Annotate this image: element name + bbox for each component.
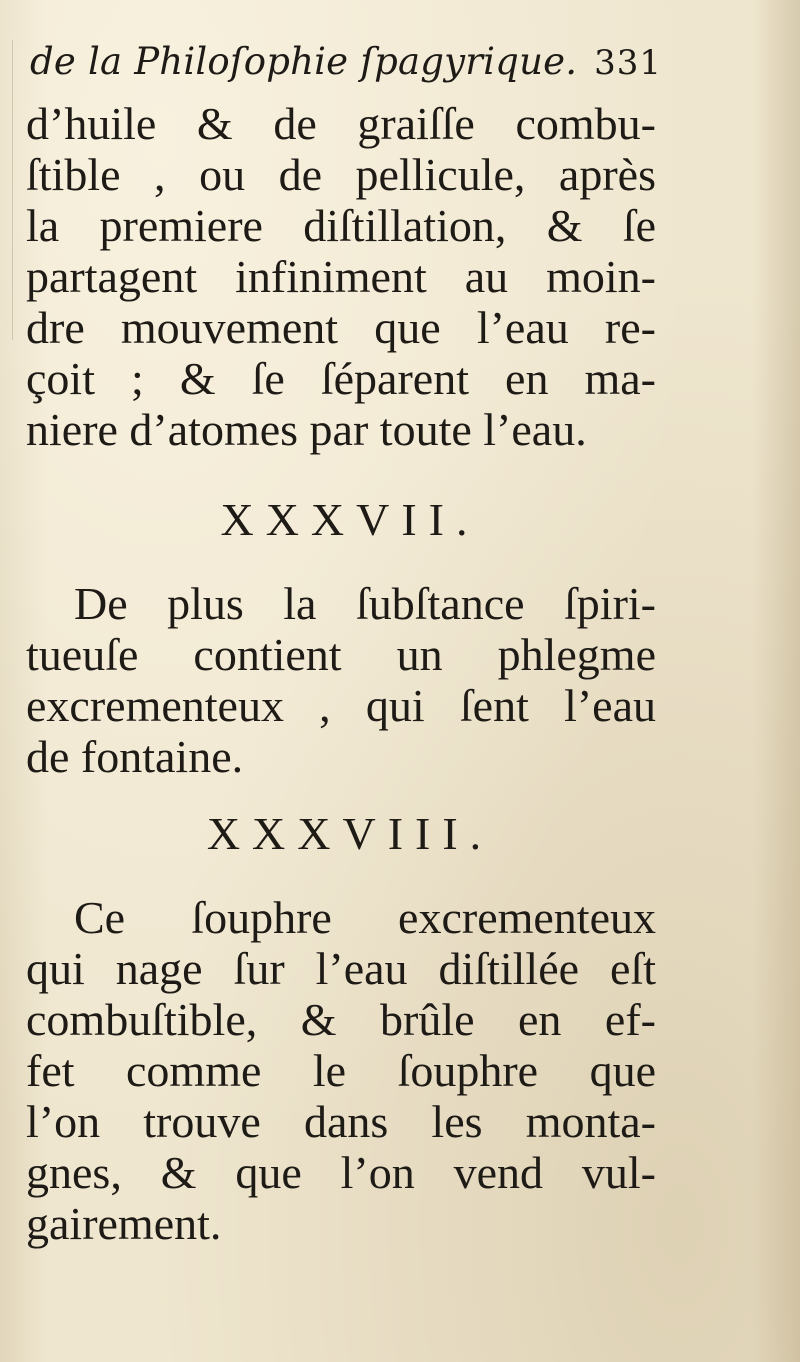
text-line: combuſtible, & brûle en ef- xyxy=(26,994,656,1045)
text-line: excrementeux , qui ſent l’eau xyxy=(26,680,656,731)
text-line: çoit ; & ſe ſéparent en ma- xyxy=(26,353,656,404)
running-head-title: de la Philoſophie ſpagyrique. xyxy=(30,40,578,83)
text-line: qui nage ſur l’eau diſtillée eſt xyxy=(26,943,656,994)
text-line: tueuſe contient un phlegme xyxy=(26,629,656,680)
text-line: de fontaine. xyxy=(26,731,244,782)
paragraph-section-37 xyxy=(26,578,656,782)
running-head xyxy=(30,40,662,92)
paragraph-continued xyxy=(26,98,656,455)
text-line: partagent infiniment au moin- xyxy=(26,251,656,302)
section-heading-38: XXXVIII. xyxy=(206,808,494,859)
text-line: niere d’atomes par toute l’eau. xyxy=(26,404,587,455)
text-line: Ce ſouphre excrementeux xyxy=(74,892,656,943)
text-line: dre mouvement que l’eau re- xyxy=(26,302,656,353)
section-heading-37: XXXVII. xyxy=(220,494,480,545)
text-line: la premiere diſtillation, & ſe xyxy=(26,200,656,251)
text-line: De plus la ſubſtance ſpiri- xyxy=(74,578,656,629)
text-line: fet comme le ſouphre que xyxy=(26,1045,656,1096)
text-line: l’on trouve dans les monta- xyxy=(26,1096,656,1147)
text-line: gnes, & que l’on vend vul- xyxy=(26,1147,656,1198)
text-line: gairement. xyxy=(26,1198,222,1249)
page-gutter-edge xyxy=(12,40,13,340)
text-line: ſtible , ou de pellicule, après xyxy=(26,149,656,200)
page-number: 331 xyxy=(594,43,662,83)
paragraph-section-38 xyxy=(26,892,656,1249)
text-line: d’huile & de graiſſe combu- xyxy=(26,98,656,149)
